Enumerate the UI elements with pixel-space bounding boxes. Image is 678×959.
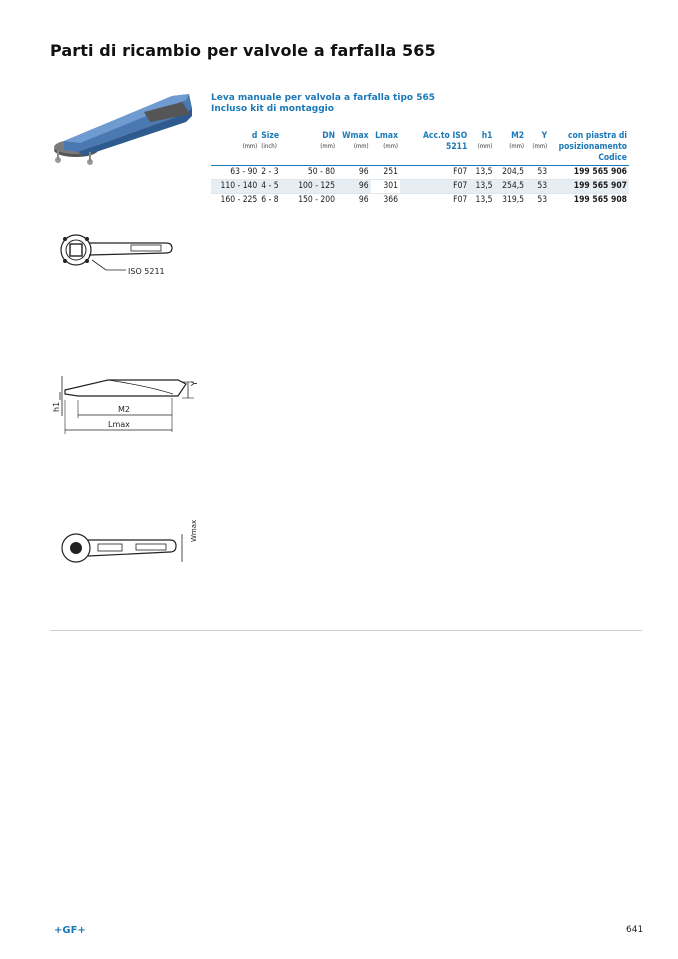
cell-y: 53: [526, 166, 549, 180]
specs-table: [211, 131, 629, 207]
product-heading-line1: Leva manuale per valvola a farfalla tipo 565: [211, 93, 435, 103]
cell-code: 199 565 908: [549, 194, 629, 208]
cell-lmax: 301: [371, 180, 400, 194]
y-label: Y: [190, 381, 199, 386]
cell-h1: 13,5: [469, 194, 494, 208]
bottom-view-drawing: [58, 519, 198, 570]
table-header-row: [211, 131, 629, 166]
cell-h1: 13,5: [469, 180, 494, 194]
gf-logo: +GF+: [54, 925, 86, 936]
col-header-wmax: Wmax (mm): [337, 131, 371, 166]
iso-flange-drawing: [56, 230, 176, 282]
cell-y: 53: [526, 180, 549, 194]
cell-m2: 204,5: [495, 166, 527, 180]
cell-code: 199 565 907: [549, 180, 629, 194]
lmax-label: Lmax: [108, 420, 130, 429]
m2-label: M2: [118, 405, 130, 414]
cell-wmax: 96: [337, 180, 371, 194]
cell-d: 160 - 225: [211, 194, 259, 208]
cell-size: 4 - 5: [259, 180, 288, 194]
cell-size: 2 - 3: [259, 166, 288, 180]
side-view-drawing: [48, 372, 198, 438]
col-header-size: Size (inch): [259, 131, 288, 166]
cell-m2: 254,5: [495, 180, 527, 194]
cell-wmax: 96: [337, 194, 371, 208]
cell-h1: 13,5: [469, 166, 494, 180]
lever-photo: [44, 86, 194, 170]
iso-label: ISO 5211: [128, 267, 165, 276]
page-title: Parti di ricambio per valvole a farfalla 565: [50, 41, 436, 60]
h1-label: h1: [52, 401, 61, 412]
cell-d: 63 - 90: [211, 166, 259, 180]
cell-d: 110 - 140: [211, 180, 259, 194]
col-header-dn: DN (mm): [289, 131, 337, 166]
product-heading: [211, 93, 435, 115]
col-header-y: Y (mm): [526, 131, 549, 166]
col-header-m2: M2 (mm): [495, 131, 527, 166]
table-row: [211, 166, 629, 180]
product-heading-line2: Incluso kit di montaggio: [211, 104, 334, 114]
cell-dn: 50 - 80: [289, 166, 337, 180]
cell-y: 53: [526, 194, 549, 208]
col-header-iso: Acc.to ISO 5211: [400, 131, 469, 166]
table-row: [211, 194, 629, 208]
cell-wmax: 96: [337, 166, 371, 180]
cell-m2: 319,5: [495, 194, 527, 208]
cell-size: 6 - 8: [259, 194, 288, 208]
col-header-h1: h1 (mm): [469, 131, 494, 166]
table-row: [211, 180, 629, 194]
cell-dn: 150 - 200: [289, 194, 337, 208]
col-header-lmax: Lmax (mm): [371, 131, 400, 166]
wmax-label: Wmax: [190, 519, 198, 542]
section-divider: [50, 630, 642, 631]
cell-lmax: 366: [371, 194, 400, 208]
cell-iso: F07: [400, 166, 469, 180]
col-header-d: d (mm): [211, 131, 259, 166]
col-header-code: con piastra di posizionamento Codice: [549, 131, 629, 166]
page-number: 641: [626, 925, 644, 935]
cell-dn: 100 - 125: [289, 180, 337, 194]
cell-code: 199 565 906: [549, 166, 629, 180]
cell-lmax: 251: [371, 166, 400, 180]
cell-iso: F07: [400, 194, 469, 208]
cell-iso: F07: [400, 180, 469, 194]
